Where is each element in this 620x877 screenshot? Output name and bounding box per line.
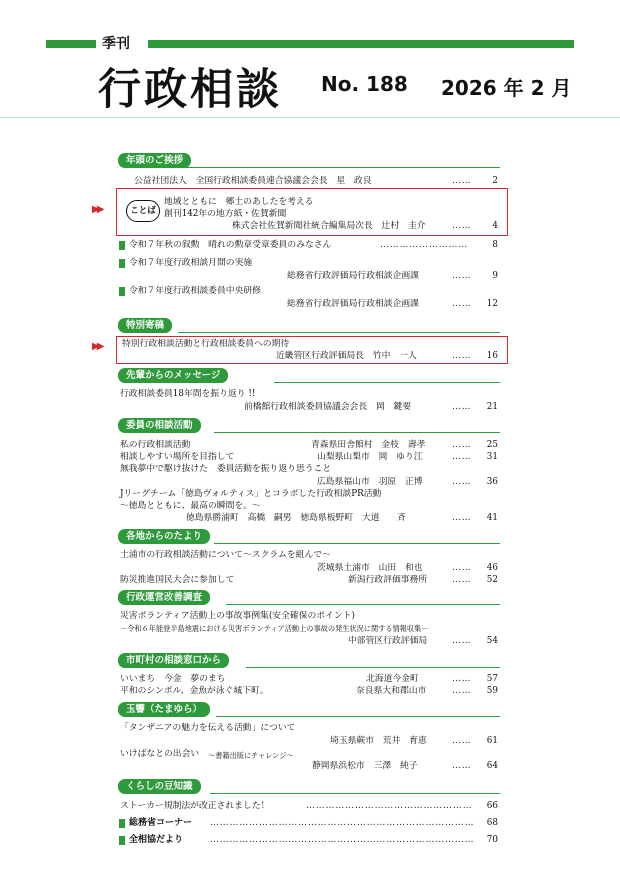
- header-kikan: 季刊: [102, 36, 130, 52]
- toc-entry-text[interactable]: 「タンザニアの魅力を伝える活動」について: [120, 723, 296, 733]
- kotoba-badge: ことば: [126, 200, 160, 222]
- toc-entry-author: 近畿管区行政評価局長 竹中 一人: [276, 351, 417, 361]
- section-label: 各地からのたより: [118, 529, 210, 544]
- section-rule: [226, 604, 500, 605]
- toc-leader: ……: [452, 513, 472, 523]
- bullet-square: [119, 819, 125, 828]
- header-divider: [0, 117, 620, 118]
- bullet-square: [119, 836, 125, 845]
- section-rule: [246, 667, 500, 668]
- toc-leader: ……: [452, 761, 472, 771]
- toc-page: 52: [486, 575, 498, 585]
- section-rule: [214, 432, 500, 433]
- toc-entry-subtitle: 〜書籍出版にチャレンジ〜: [208, 751, 294, 760]
- toc-entry-text[interactable]: 特別行政相談活動と行政相談委員への期待: [122, 339, 290, 349]
- toc-page: 61: [486, 736, 498, 746]
- toc-page: 59: [486, 686, 498, 696]
- issue-number: No. 188: [321, 72, 408, 96]
- toc-entry-text[interactable]: いけばなとの出会い: [120, 749, 200, 759]
- toc-page: 64: [486, 761, 498, 771]
- toc-entry-text[interactable]: 土浦市の行政相談活動について〜スクラムを組んで〜: [120, 550, 331, 560]
- toc-entry-author: 北海道今金町: [366, 674, 419, 684]
- toc-entry-text[interactable]: 令和７年秋の叙勲 晴れの勲章受章委員のみなさん: [129, 240, 332, 250]
- toc-entry-author: 新潟行政評価事務所: [348, 575, 428, 585]
- toc-entry-author: 奈良県大和郡山市: [356, 686, 427, 696]
- toc-leader: ……: [452, 299, 472, 309]
- toc-page: 12: [486, 299, 498, 309]
- toc-entry-text[interactable]: 災害ボランティア活動上の事故事例集(安全確保のポイント): [120, 611, 355, 621]
- toc-entry-text[interactable]: 令和７年度行政相談月間の実施: [129, 258, 253, 268]
- toc-leader: ……: [452, 351, 472, 361]
- toc-page: 57: [486, 674, 498, 684]
- toc-page: 4: [492, 221, 498, 231]
- toc-page: 2: [492, 176, 498, 186]
- toc-entry-subtitle: 〜徳島とともに、最高の瞬間を。〜: [120, 501, 261, 511]
- magazine-title: 行政相談: [98, 65, 282, 115]
- toc-entry-author: 青森県田舎館村 金枝 壽孝: [311, 440, 426, 450]
- toc-entry-text[interactable]: 無我夢中で駆け抜けた 委員活動を振り返り思うこと: [120, 464, 332, 474]
- bullet-square: [119, 241, 125, 250]
- highlight-arrow-icon: ▶▶: [92, 341, 102, 352]
- toc-entry-text[interactable]: 令和７年度行政相談委員中央研修: [129, 286, 261, 296]
- toc-entry-author: 株式会社佐賀新聞社統合編集局次長 辻村 圭介: [232, 221, 426, 231]
- section-rule: [178, 332, 500, 333]
- section-label: 年頭のご挨拶: [118, 153, 191, 168]
- toc-leader: ……: [452, 271, 472, 281]
- section-rule: [210, 793, 500, 794]
- toc-page: 70: [486, 835, 498, 845]
- toc-page: 68: [486, 818, 498, 828]
- toc-leader: ……: [452, 736, 472, 746]
- section-label: 市町村の相談窓口から: [118, 653, 229, 668]
- toc-entry-text[interactable]: 平和のシンボル、金魚が泳ぐ城下町。: [120, 686, 269, 696]
- toc-entry-author: 埼玉県蕨市 荒井 育恵: [330, 736, 427, 746]
- toc-entry-text[interactable]: いいまち 今金 夢のまち: [120, 674, 226, 684]
- bullet-square: [119, 287, 125, 296]
- toc-leader: ……: [452, 402, 472, 412]
- toc-page: 36: [486, 477, 498, 487]
- header-bar-right: [148, 40, 574, 48]
- toc-entry-author: 茨城県土浦市 山田 和也: [317, 563, 423, 573]
- toc-page: 16: [486, 351, 498, 361]
- toc-entry-text[interactable]: 公益社団法人 全国行政相談委員連合協議会会長 星 政良: [134, 176, 372, 186]
- toc-page: 8: [492, 240, 498, 250]
- toc-entry-text[interactable]: 地域とともに 郷土のあしたを考える: [164, 197, 314, 207]
- toc-page: 41: [486, 513, 498, 523]
- section-rule: [274, 382, 500, 383]
- toc-page: 25: [486, 440, 498, 450]
- section-label: 先輩からのメッセージ: [118, 368, 228, 383]
- toc-entry-author: 総務省行政評価局行政相談企画課: [287, 299, 419, 309]
- issue-date: 2026 年 2 月: [441, 76, 572, 100]
- highlight-arrow-icon: ▶▶: [92, 204, 102, 215]
- toc-leader: ………………………………………………………………………: [210, 835, 475, 845]
- toc-entry-text[interactable]: 防災推進国民大会に参加して: [120, 575, 235, 585]
- toc-leader: ……: [452, 563, 472, 573]
- header-bar-left: [46, 40, 96, 48]
- toc-page: 31: [486, 452, 498, 462]
- toc-page: 9: [492, 271, 498, 281]
- toc-leader: ……: [452, 674, 472, 684]
- toc-leader: ……: [452, 686, 472, 696]
- toc-leader: ……: [452, 221, 472, 231]
- toc-entry-author: 中部管区行政評価局: [348, 636, 428, 646]
- section-label: 行政運営改善調査: [118, 590, 210, 605]
- toc-leader: ……: [452, 575, 472, 585]
- toc-page: 66: [486, 801, 498, 811]
- toc-leader: ………………………………………………………………………: [210, 818, 475, 828]
- section-rule: [214, 543, 500, 544]
- toc-entry-author: 山梨県山梨市 岡 ゆり江: [317, 452, 423, 462]
- toc-entry-author: 静岡県浜松市 三澤 純子: [312, 761, 418, 771]
- toc-leader: ……………………………………………: [306, 801, 473, 811]
- toc-leader: ……: [452, 440, 472, 450]
- toc-entry-author: 総務省行政評価局行政相談企画課: [287, 271, 419, 281]
- toc-entry-author: 広島県福山市 羽原 正博: [317, 477, 423, 487]
- toc-leader: ……: [452, 452, 472, 462]
- toc-entry-text[interactable]: 行政相談委員18年間を振り返り !!: [120, 389, 256, 399]
- toc-page: 46: [486, 563, 498, 573]
- toc-leader: ……: [452, 477, 472, 487]
- toc-entry-subtitle: －令和６年能登半島地震における災害ボランティア活動上の事故の発生状況に関する情報収集－: [120, 624, 429, 633]
- bullet-square: [119, 259, 125, 268]
- toc-leader: ………………………: [380, 240, 469, 250]
- section-label: 委員の相談活動: [118, 418, 201, 433]
- toc-entry-text[interactable]: 総務省コーナー: [129, 818, 193, 828]
- toc-entry-text[interactable]: ストーカー規制法が改正されました！: [120, 801, 270, 811]
- section-label: 玉響（たまゆら）: [118, 702, 210, 717]
- toc-leader: ……: [452, 636, 472, 646]
- section-rule: [174, 167, 500, 168]
- section-label: 特別寄稿: [118, 318, 172, 333]
- toc-page: 54: [486, 636, 498, 646]
- toc-entry-author: 徳島県勝浦町 高橋 嗣男 徳島県板野町 大道 斉: [186, 513, 406, 523]
- toc-page: 21: [486, 402, 498, 412]
- toc-entry-text[interactable]: 創刊142年の地方紙・佐賀新聞: [164, 209, 287, 219]
- toc-entry-author: 前橋館行政相談委員協議会会長 岡 鍵要: [244, 402, 412, 412]
- section-label: くらしの豆知識: [118, 779, 201, 794]
- toc-entry-text[interactable]: Jリーグチーム「徳島ヴォルティス」とコラボした行政相談PR活動: [120, 489, 382, 499]
- toc-entry-text[interactable]: 相談しやすい場所を目指して: [120, 452, 235, 462]
- toc-leader: ……: [452, 176, 472, 186]
- toc-entry-text[interactable]: 全相協だより: [129, 835, 184, 845]
- section-rule: [216, 716, 500, 717]
- toc-entry-text[interactable]: 私の行政相談活動: [120, 440, 191, 450]
